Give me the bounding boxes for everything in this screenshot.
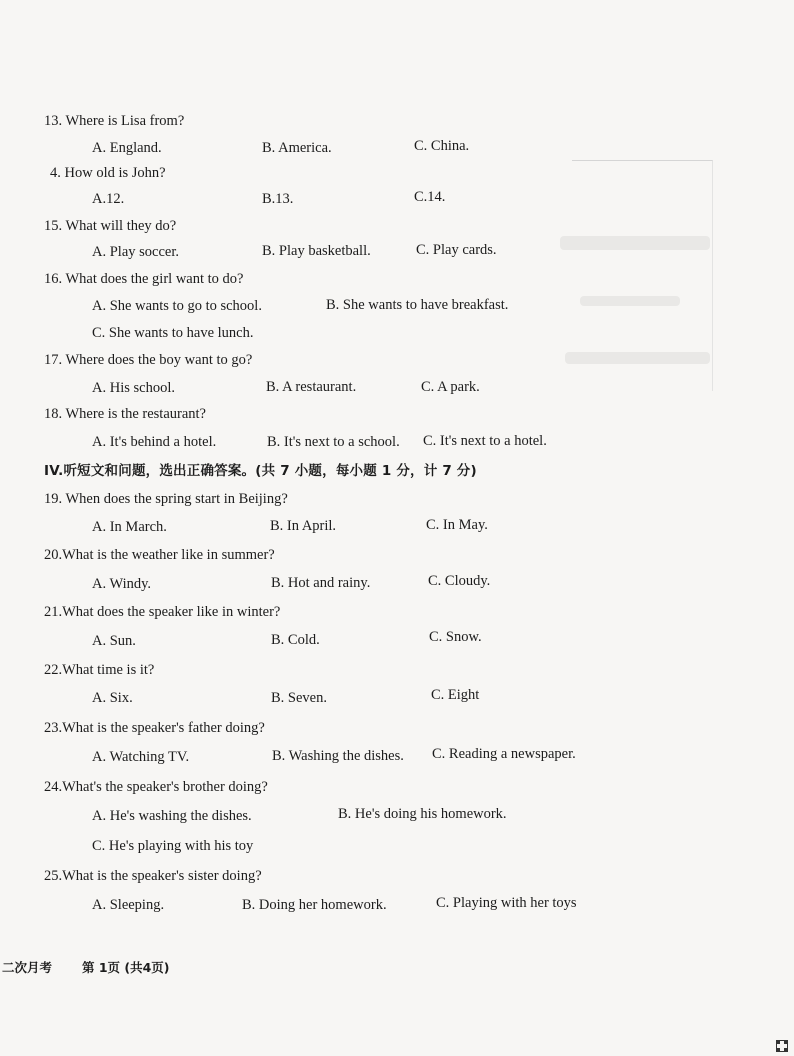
q19-option-b: B. In April.: [270, 518, 337, 534]
scan-smudge: [580, 296, 680, 306]
question-14: 4. How old is John?: [50, 165, 166, 181]
q20-option-c: C. Cloudy.: [428, 573, 491, 589]
qr-code-icon: [776, 1040, 788, 1052]
question-18: 18. Where is the restaurant?: [44, 406, 206, 422]
q15-option-a: A. Play soccer.: [92, 244, 179, 260]
q16-option-b: B. She wants to have breakfast.: [326, 297, 509, 313]
q20-option-a: A. Windy.: [92, 576, 152, 592]
section-4-title: IV.听短文和问题，选出正确答案。(共 7 小题，每小题 1 分，计 7 分): [44, 463, 477, 479]
q21-option-a: A. Sun.: [92, 633, 136, 649]
q25-option-b: B. Doing her homework.: [242, 897, 387, 913]
q22-option-c: C. Eight: [431, 687, 480, 703]
footer-page-number: 第 1页 (共4页): [82, 960, 170, 975]
q21-option-b: B. Cold.: [271, 632, 320, 648]
q24-option-c: C. He's playing with his toy: [92, 838, 254, 854]
q18-option-b: B. It's next to a school.: [267, 434, 400, 450]
footer-exam-label: 二次月考: [2, 960, 53, 975]
q23-option-a: A. Watching TV.: [92, 749, 190, 765]
q14-option-a: A.12.: [92, 191, 125, 207]
q15-option-b: B. Play basketball.: [262, 243, 371, 259]
scan-smudge: [565, 352, 710, 364]
q18-option-c: C. It's next to a hotel.: [423, 433, 547, 449]
q25-option-a: A. Sleeping.: [92, 897, 165, 913]
q13-option-c: C. China.: [414, 138, 470, 154]
q17-option-b: B. A restaurant.: [266, 379, 357, 395]
corner-watermark: [776, 1040, 788, 1052]
question-17: 17. Where does the boy want to go?: [44, 352, 253, 368]
q18-option-a: A. It's behind a hotel.: [92, 434, 217, 450]
q13-option-b: B. America.: [262, 140, 332, 156]
question-15: 15. What will they do?: [44, 218, 177, 234]
q25-option-c: C. Playing with her toys: [436, 895, 577, 911]
question-21: 21.What does the speaker like in winter?: [44, 604, 281, 620]
question-24: 24.What's the speaker's brother doing?: [44, 779, 268, 795]
question-23: 23.What is the speaker's father doing?: [44, 720, 265, 736]
q15-option-c: C. Play cards.: [416, 242, 497, 258]
question-25: 25.What is the speaker's sister doing?: [44, 868, 262, 884]
q22-option-a: A. Six.: [92, 690, 133, 706]
q17-option-a: A. His school.: [92, 380, 175, 396]
q19-option-c: C. In May.: [426, 517, 488, 533]
scan-smudge: [560, 236, 710, 250]
question-20: 20.What is the weather like in summer?: [44, 547, 275, 563]
question-19: 19. When does the spring start in Beijing?: [44, 491, 288, 507]
q21-option-c: C. Snow.: [429, 629, 482, 645]
q22-option-b: B. Seven.: [271, 690, 327, 706]
q24-option-a: A. He's washing the dishes.: [92, 808, 252, 824]
q19-option-a: A. In March.: [92, 519, 167, 535]
q17-option-c: C. A park.: [421, 379, 480, 395]
q14-option-b: B.13.: [262, 191, 294, 207]
question-13: 13. Where is Lisa from?: [44, 113, 185, 129]
q24-option-b: B. He's doing his homework.: [338, 806, 507, 822]
q14-option-c: C.14.: [414, 189, 446, 205]
q13-option-a: A. England.: [92, 140, 162, 156]
q23-option-c: C. Reading a newspaper.: [432, 746, 576, 762]
question-16: 16. What does the girl want to do?: [44, 271, 244, 287]
question-22: 22.What time is it?: [44, 662, 155, 678]
q20-option-b: B. Hot and rainy.: [271, 575, 371, 591]
q16-option-c: C. She wants to have lunch.: [92, 325, 254, 341]
q16-option-a: A. She wants to go to school.: [92, 298, 262, 314]
q23-option-b: B. Washing the dishes.: [272, 748, 404, 764]
